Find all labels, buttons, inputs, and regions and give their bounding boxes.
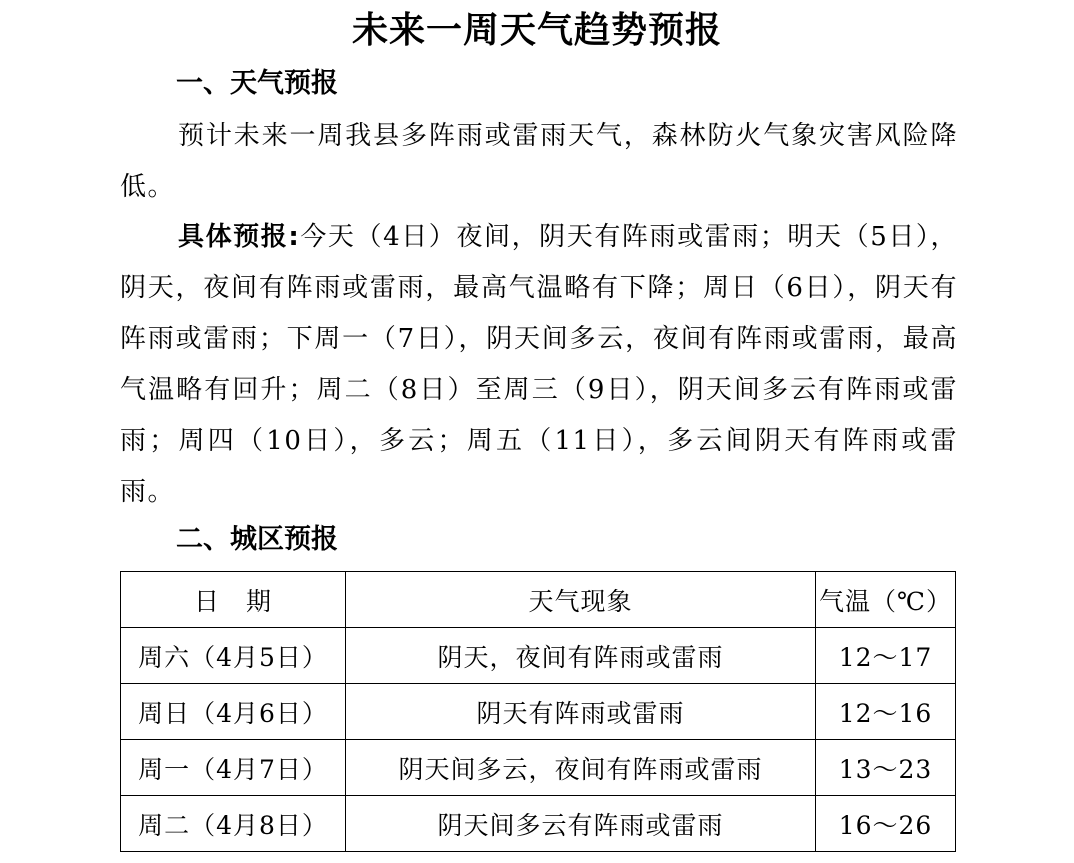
cell-date: 周日（4月6日） — [121, 684, 346, 740]
cell-date: 周一（4月7日） — [121, 740, 346, 796]
detailed-forecast-label: 具体预报: — [178, 222, 301, 252]
cell-weather: 阴天，夜间有阵雨或雷雨 — [346, 628, 816, 684]
table-header-row — [121, 572, 956, 628]
cell-temperature: 12～17 — [816, 628, 956, 684]
paragraph-detailed-forecast — [120, 212, 958, 518]
cell-date: 周二（4月8日） — [121, 796, 346, 852]
cell-date: 周六（4月5日） — [121, 628, 346, 684]
header-weather: 天气现象 — [346, 572, 816, 628]
section-heading-city-forecast: 二、城区预报 — [176, 524, 338, 555]
cell-temperature: 12～16 — [816, 684, 956, 740]
section-heading-weather-forecast: 一、天气预报 — [176, 68, 338, 99]
table-row — [121, 684, 956, 740]
table-row — [121, 740, 956, 796]
table-row — [121, 628, 956, 684]
header-date: 日 期 — [121, 572, 346, 628]
paragraph-summary: 预计未来一周我县多阵雨或雷雨天气，森林防火气象灾害风险降低。 — [120, 121, 958, 202]
cell-weather: 阴天间多云，夜间有阵雨或雷雨 — [346, 740, 816, 796]
table-row — [121, 796, 956, 852]
cell-temperature: 13～23 — [816, 740, 956, 796]
detailed-forecast-text: 今天（4日）夜间，阴天有阵雨或雷雨；明天（5日），阴天，夜间有阵雨或雷雨，最高气温略有下降；周日（6日），阴天有阵雨或雷雨；下周一（7日），阴天间多云，夜间有阵雨或雷雨，最高气温略有回升；周二（8日）至周三（9日），阴天间多云有阵雨或雷雨；周四（10日），多云；周五（11日），多云间阴天有阵雨或雷雨。 — [120, 222, 958, 507]
cell-weather: 阴天有阵雨或雷雨 — [346, 684, 816, 740]
cell-weather: 阴天间多云有阵雨或雷雨 — [346, 796, 816, 852]
page-title: 未来一周天气趋势预报 — [351, 10, 722, 51]
city-forecast-table — [120, 571, 956, 852]
cell-temperature: 16～26 — [816, 796, 956, 852]
header-temperature: 气温（℃） — [816, 572, 956, 628]
